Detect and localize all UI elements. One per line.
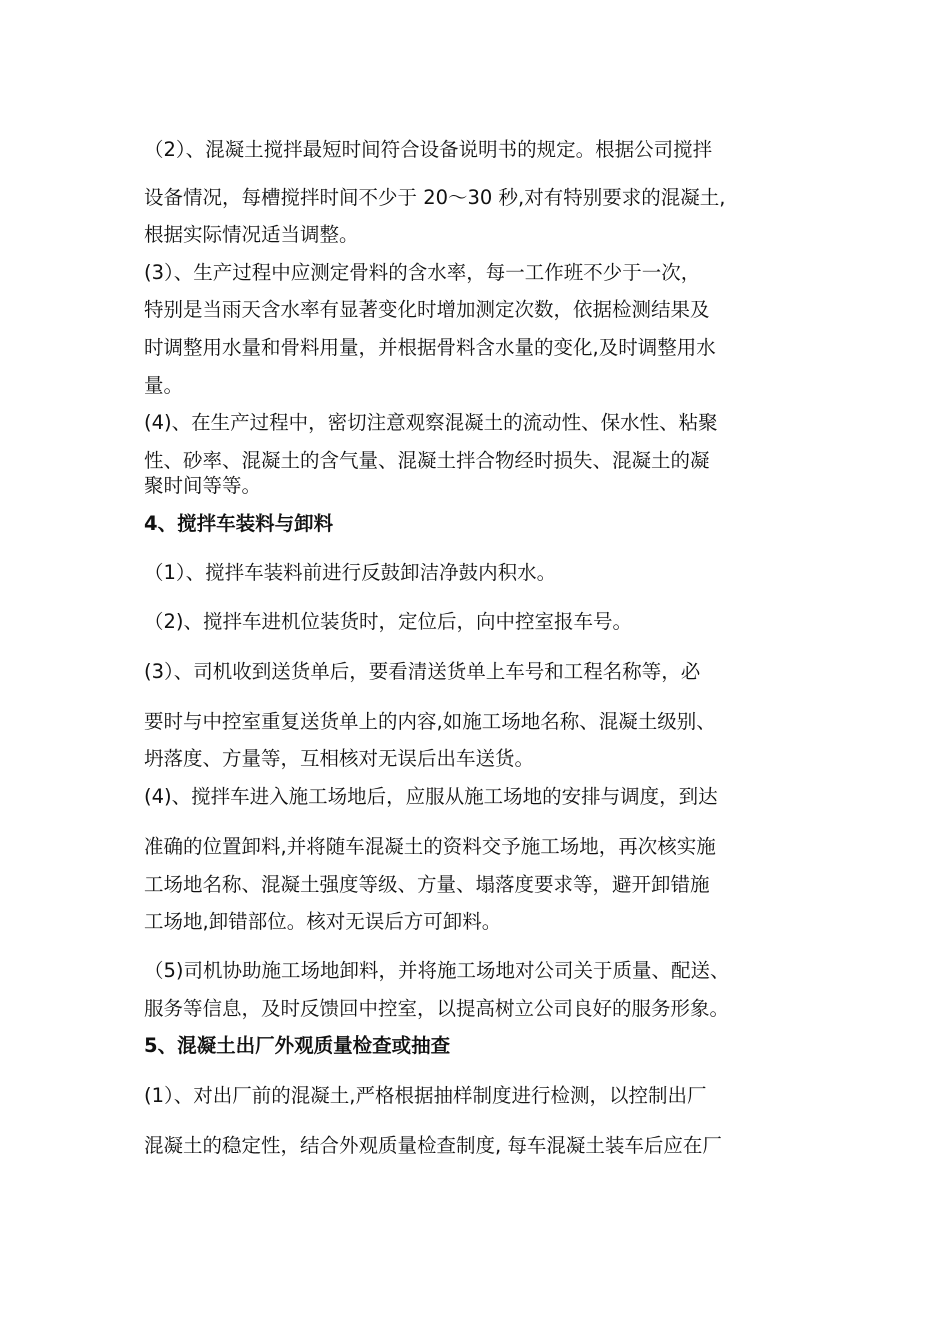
item-4-line-2: 准确的位置卸料,并将随车混凝土的资料交予施工场地，再次核实施 (144, 835, 716, 858)
item-3-line-2: 要时与中控室重复送货单上的内容,如施工场地名称、混凝土级别、 (144, 710, 716, 733)
paragraph-2-line-2: 设备情况，每槽搅拌时间不少于 20～30 秒,对有特别要求的混凝土, (144, 186, 726, 209)
item-1: （1）、搅拌车装料前进行反鼓卸洁净鼓内积水。 (144, 561, 557, 584)
paragraph-3-line-1: (3）、生产过程中应测定骨料的含水率，每一工作班不少于一次， (144, 261, 701, 284)
section-heading-5: 5、混凝土出厂外观质量检查或抽查 (144, 1034, 451, 1057)
section-5-item-1-line-1: (1）、对出厂前的混凝土,严格根据抽样制度进行检测，以控制出厂 (144, 1084, 707, 1107)
item-5-line-1: （5)司机协助施工场地卸料，并将施工场地对公司关于质量、配送、 (144, 959, 730, 982)
paragraph-3-line-3: 时调整用水量和骨料用量，并根据骨料含水量的变化,及时调整用水 (144, 336, 716, 359)
item-3-line-3: 坍落度、方量等，互相核对无误后出车送货。 (144, 747, 535, 770)
paragraph-4-line-2: 性、砂率、混凝土的含气量、混凝土拌合物经时损失、混凝土的凝 (144, 449, 710, 472)
item-4-line-4: 工场地,卸错部位。核对无误后方可卸料。 (144, 910, 502, 933)
item-4-line-1: (4)、搅拌车进入施工场地后，应服从施工场地的安排与调度，到达 (144, 785, 718, 808)
paragraph-3-line-4: 量。 (144, 374, 184, 397)
item-3-line-1: (3）、司机收到送货单后，要看清送货单上车号和工程名称等，必 (144, 660, 701, 683)
paragraph-3-line-2: 特别是当雨天含水率有显著变化时增加测定次数，依据检测结果及 (144, 298, 710, 321)
paragraph-2-line-1: （2）、混凝土搅拌最短时间符合设备说明书的规定。根据公司搅拌 (144, 138, 713, 161)
item-5-line-2: 服务等信息，及时反馈回中控室，以提高树立公司良好的服务形象。 (144, 997, 730, 1020)
item-4-line-3: 工场地名称、混凝土强度等级、方量、塌落度要求等，避开卸错施 (144, 873, 710, 896)
paragraph-4-line-3: 聚时间等等。 (144, 474, 262, 497)
section-heading-4: 4、搅拌车装料与卸料 (144, 512, 334, 535)
paragraph-2-line-3: 根据实际情况适当调整。 (144, 223, 359, 246)
paragraph-4-line-1: (4)、在生产过程中，密切注意观察混凝土的流动性、保水性、粘聚 (144, 411, 718, 434)
section-5-item-1-line-2: 混凝土的稳定性，结合外观质量检查制度, 每车混凝土装车后应在厂 (144, 1134, 722, 1157)
item-2: （2)、搅拌车进机位装货时，定位后，向中控室报车号。 (144, 610, 633, 633)
